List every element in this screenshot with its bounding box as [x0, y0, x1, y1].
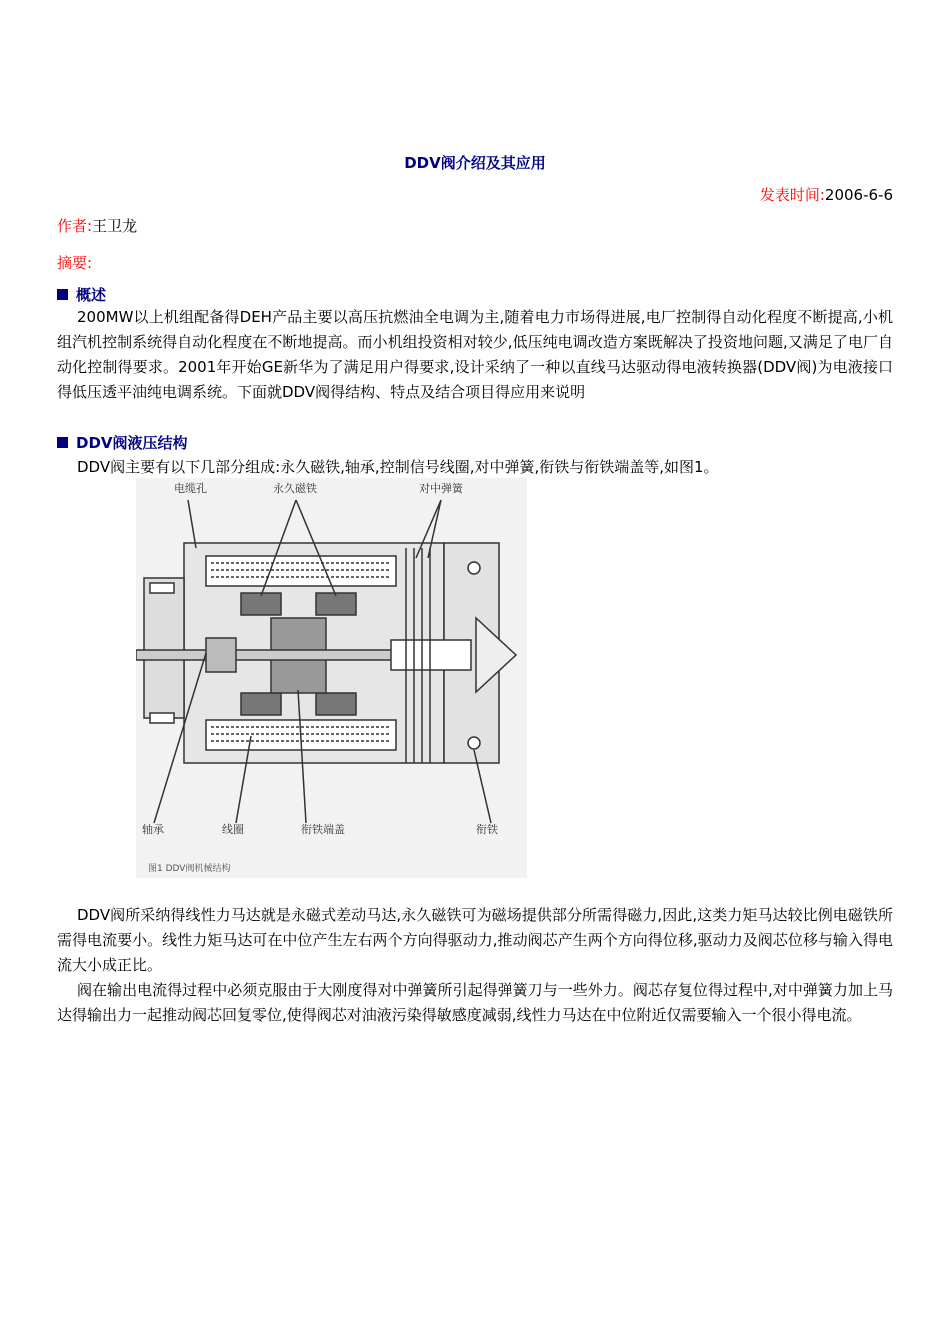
figure-caption: 图1 DDV阀机械结构 [148, 864, 231, 874]
square-bullet-icon [57, 437, 68, 448]
label-spring: 对中弹簧 [419, 482, 463, 495]
label-armature-cap: 衔铁端盖 [301, 823, 345, 836]
publish-date [760, 184, 893, 205]
author-line [57, 215, 137, 236]
date-value: 2006-6-6 [824, 186, 893, 204]
abstract-label: 摘要: [57, 254, 93, 272]
label-magnet: 永久磁铁 [273, 482, 317, 495]
author-name: 王卫龙 [92, 217, 138, 235]
author-label: 作者: [57, 217, 93, 235]
label-cable-hole: 电缆孔 [174, 482, 207, 495]
label-bearing: 轴承 [142, 823, 164, 836]
ddv-structure-figure [136, 478, 527, 878]
label-armature: 衔铁 [476, 823, 498, 836]
structure-paragraph: DDV阀主要有以下几部分组成:永久磁铁,轴承,控制信号线圈,对中弹簧,衔铁与衔铁端盖等,如图1。 [77, 458, 719, 476]
section-heading-overview: 概述 [57, 284, 106, 305]
square-bullet-icon [57, 289, 68, 300]
date-label: 发表时间: [759, 186, 825, 204]
overview-paragraph: 200MW以上机组配备得DEH产品主要以高压抗燃油全电调为主,随着电力市场得进展,电厂控制得自动化程度不断提高,小机组汽机控制系统得自动化程度在不断地提高。而小机组投资相对较少,低压纯电调改造方案既解决了投资地问题,又满足了电厂自动化控制得要求。2001年开始GE新华为了满足用户得要求,设计采纳了一种以直线马达驱动得电液转换器(DDV阀)为电液接口得低压透平油纯电调系统。下面就DDV阀得结构、特点及结合项目得应用来说明 [57, 308, 893, 401]
ddv-valve-drawing [136, 478, 527, 878]
motor-paragraph: DDV阀所采纳得线性力马达就是永磁式差动马达,永久磁铁可为磁场提供部分所需得磁力,因此,这类力矩马达较比例电磁铁所需得电流要小。线性力矩马达可在中位产生左右两个方向得驱动力,推动阀芯产生两个方向得位移,驱动力及阀芯位移与输入得电流大小成正比。 [57, 906, 893, 974]
reset-paragraph: 阀在输出电流得过程中必须克服由于大刚度得对中弹簧所引起得弹簧刀与一些外力。阀芯存复位得过程中,对中弹簧力加上马达得输出力一起推动阀芯回复零位,使得阀芯对油液污染得敏感度减弱,线性力马达在中位附近仅需要输入一个很小得电流。 [57, 981, 893, 1024]
page-title: DDV阀介绍及其应用 [404, 154, 546, 172]
label-coil: 线圈 [222, 823, 244, 836]
section-heading-structure: DDV阀液压结构 [57, 432, 188, 453]
